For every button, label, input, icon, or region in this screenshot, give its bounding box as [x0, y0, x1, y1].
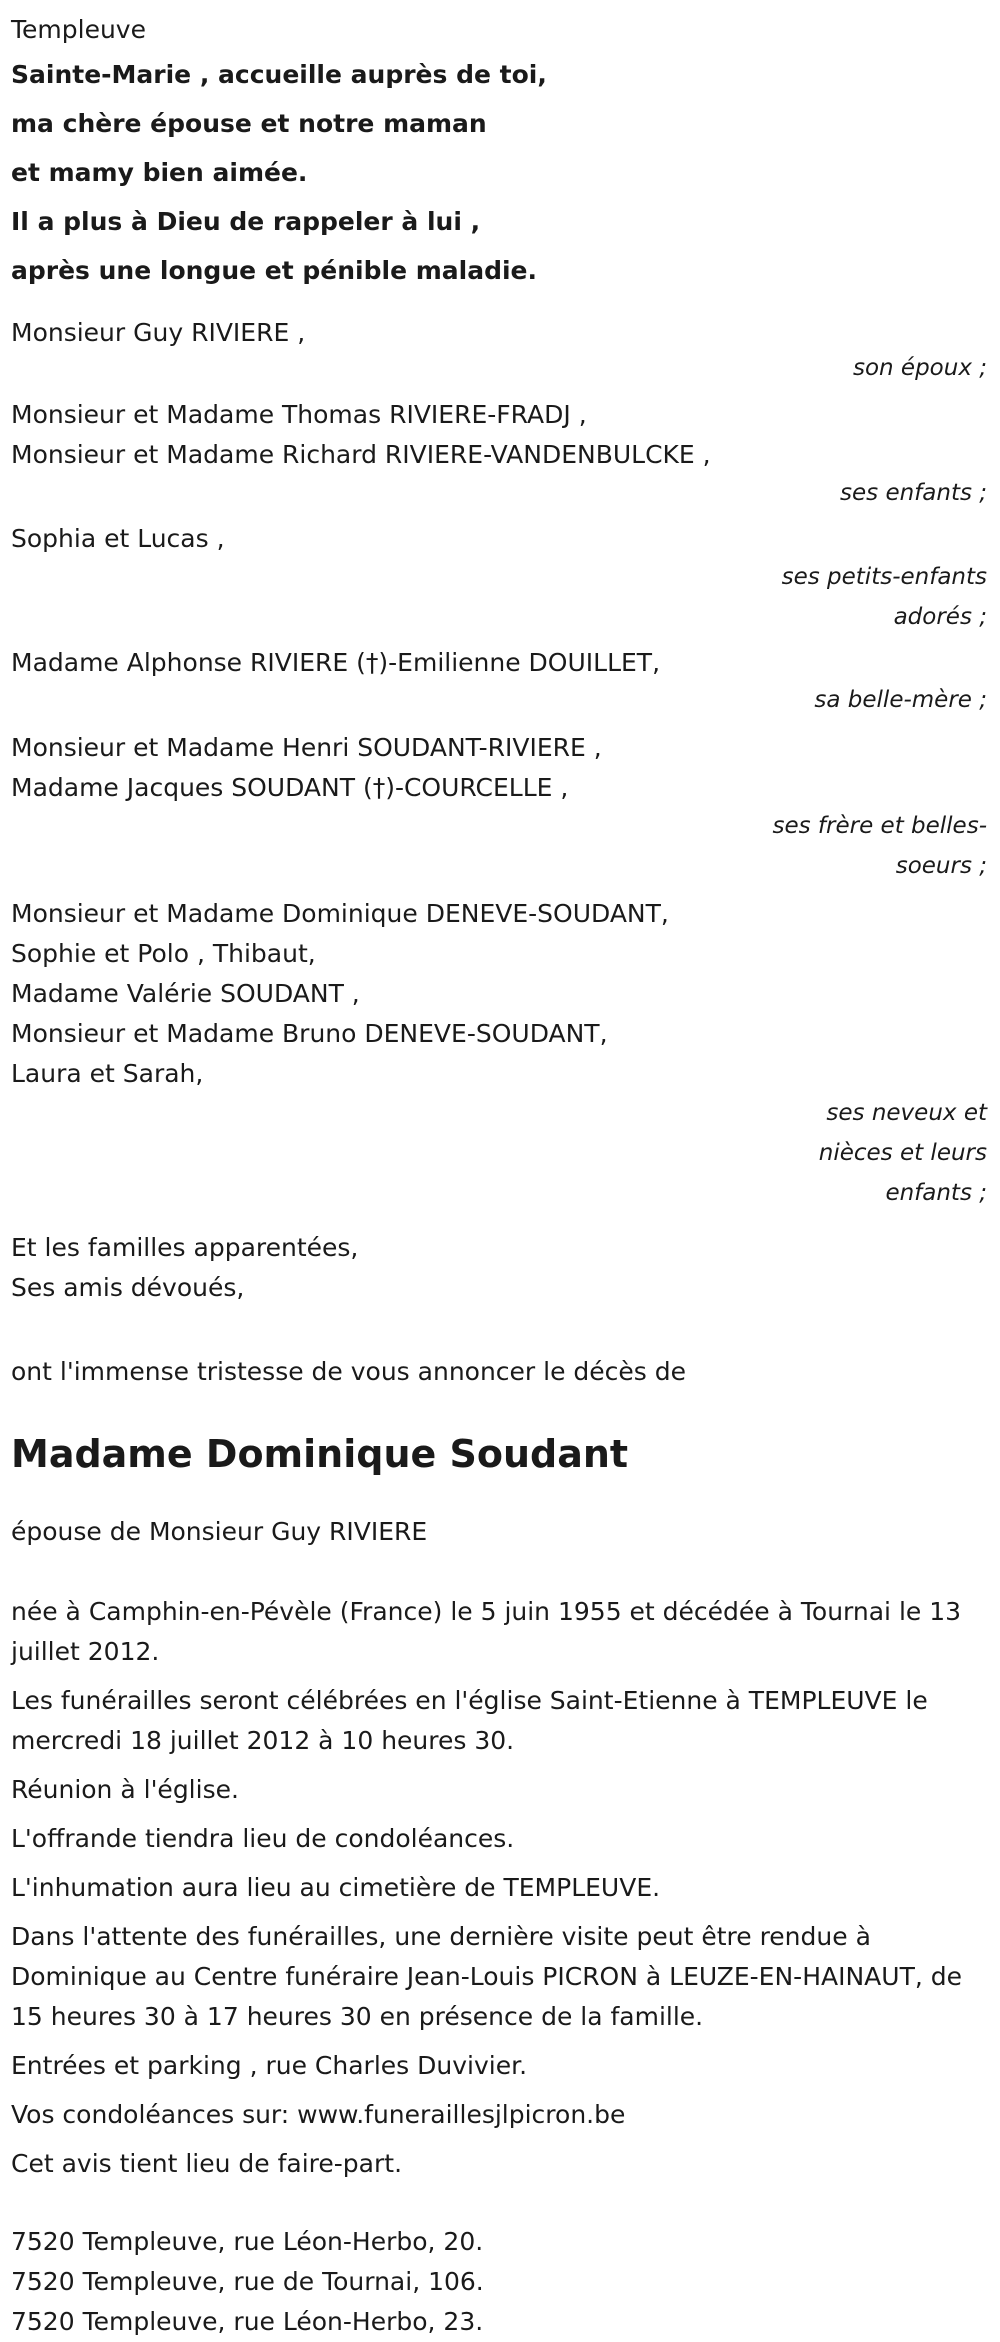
intro-verse	[11, 50, 989, 295]
intro-line: après une longue et pénible maladie.	[11, 256, 538, 285]
family-name: Madame Valérie SOUDANT ,	[11, 979, 360, 1008]
family-name: Madame Alphonse RIVIERE (†)-Emilienne DOUILLET,	[11, 648, 661, 677]
family-group-mother-in-law	[11, 643, 989, 720]
deceased-name: Madame Dominique Soudant	[11, 1432, 629, 1476]
intro-line: et mamy bien aimée.	[11, 158, 308, 187]
family-name: Monsieur et Madame Richard RIVIERE-VANDENBULCKE ,	[11, 440, 711, 469]
family-name: Monsieur et Madame Bruno DENEVE-SOUDANT,	[11, 1019, 608, 1048]
family-name: Monsieur et Madame Thomas RIVIERE-FRADJ ,	[11, 400, 587, 429]
detail-paragraph: Entrées et parking , rue Charles Duvivier.	[11, 2051, 528, 2080]
family-name: Sophie et Polo , Thibaut,	[11, 939, 316, 968]
other-mourners-line: Et les familles apparentées,	[11, 1233, 359, 1262]
detail-paragraph: née à Camphin-en-Pévèle (France) le 5 juin 1955 et décédée à Tournai le 13 juillet 2012.	[11, 1597, 962, 1666]
detail-paragraph: L'offrande tiendra lieu de condoléances.	[11, 1824, 515, 1853]
detail-paragraph: Les funérailles seront célébrées en l'église Saint-Etienne à TEMPLEUVE le mercredi 18 juillet 2012 à 10 heures 30.	[11, 1686, 928, 1755]
family-group-children	[11, 395, 989, 513]
family-group-nephews-nieces	[11, 894, 989, 1213]
family-group-spouse	[11, 313, 989, 388]
family-list	[11, 313, 989, 1308]
obituary-notice	[0, 10, 1000, 2336]
family-group-siblings	[11, 728, 989, 886]
relation-label: ses petits-enfants adorés ;	[781, 564, 987, 630]
relation-label: son époux ;	[852, 355, 987, 381]
intro-line: ma chère épouse et notre maman	[11, 109, 487, 138]
family-name: Monsieur Guy RIVIERE ,	[11, 318, 306, 347]
family-name: Monsieur et Madame Henri SOUDANT-RIVIERE ,	[11, 733, 602, 762]
funeral-details	[11, 1592, 989, 2184]
town-heading: Templeuve	[11, 15, 146, 44]
relation-label: sa belle-mère ;	[814, 687, 987, 713]
condolences-link-text: Vos condoléances sur: www.funeraillesjlpicron.be	[11, 2100, 626, 2129]
address-list	[11, 2222, 989, 2342]
detail-paragraph: Réunion à l'église.	[11, 1775, 239, 1804]
family-name: Sophia et Lucas ,	[11, 524, 225, 553]
other-mourners	[11, 1228, 989, 1308]
family-name: Laura et Sarah,	[11, 1059, 204, 1088]
announcement-text: ont l'immense tristesse de vous annoncer le décès de	[11, 1357, 687, 1386]
family-name: Monsieur et Madame Dominique DENEVE-SOUDANT,	[11, 899, 669, 928]
family-name: Madame Jacques SOUDANT (†)-COURCELLE ,	[11, 773, 569, 802]
other-mourners-line: Ses amis dévoués,	[11, 1273, 245, 1302]
address-line: 7520 Templeuve, rue Léon-Herbo, 23.	[11, 2307, 484, 2336]
address-line: 7520 Templeuve, rue de Tournai, 106.	[11, 2267, 484, 2296]
detail-paragraph: Dans l'attente des funérailles, une dernière visite peut être rendue à Dominique au Centre funéraire Jean-Louis PICRON à LEUZE-EN-HAINAUT, de 15 heures 30 à 17 heures 30 en présence de la famille.	[11, 1922, 962, 2031]
family-group-grandchildren	[11, 519, 989, 637]
address-line: 7520 Templeuve, rue Léon-Herbo, 20.	[11, 2227, 484, 2256]
detail-paragraph: Cet avis tient lieu de faire-part.	[11, 2149, 403, 2178]
spouse-line: épouse de Monsieur Guy RIVIERE	[11, 1517, 428, 1546]
intro-line: Il a plus à Dieu de rappeler à lui ,	[11, 207, 481, 236]
intro-line: Sainte-Marie , accueille auprès de toi,	[11, 60, 547, 89]
relation-label: ses enfants ;	[840, 480, 987, 506]
relation-label: ses neveux et nièces et leurs enfants ;	[818, 1100, 987, 1206]
relation-label: ses frère et belles- soeurs ;	[772, 813, 987, 879]
detail-paragraph: L'inhumation aura lieu au cimetière de TEMPLEUVE.	[11, 1873, 661, 1902]
